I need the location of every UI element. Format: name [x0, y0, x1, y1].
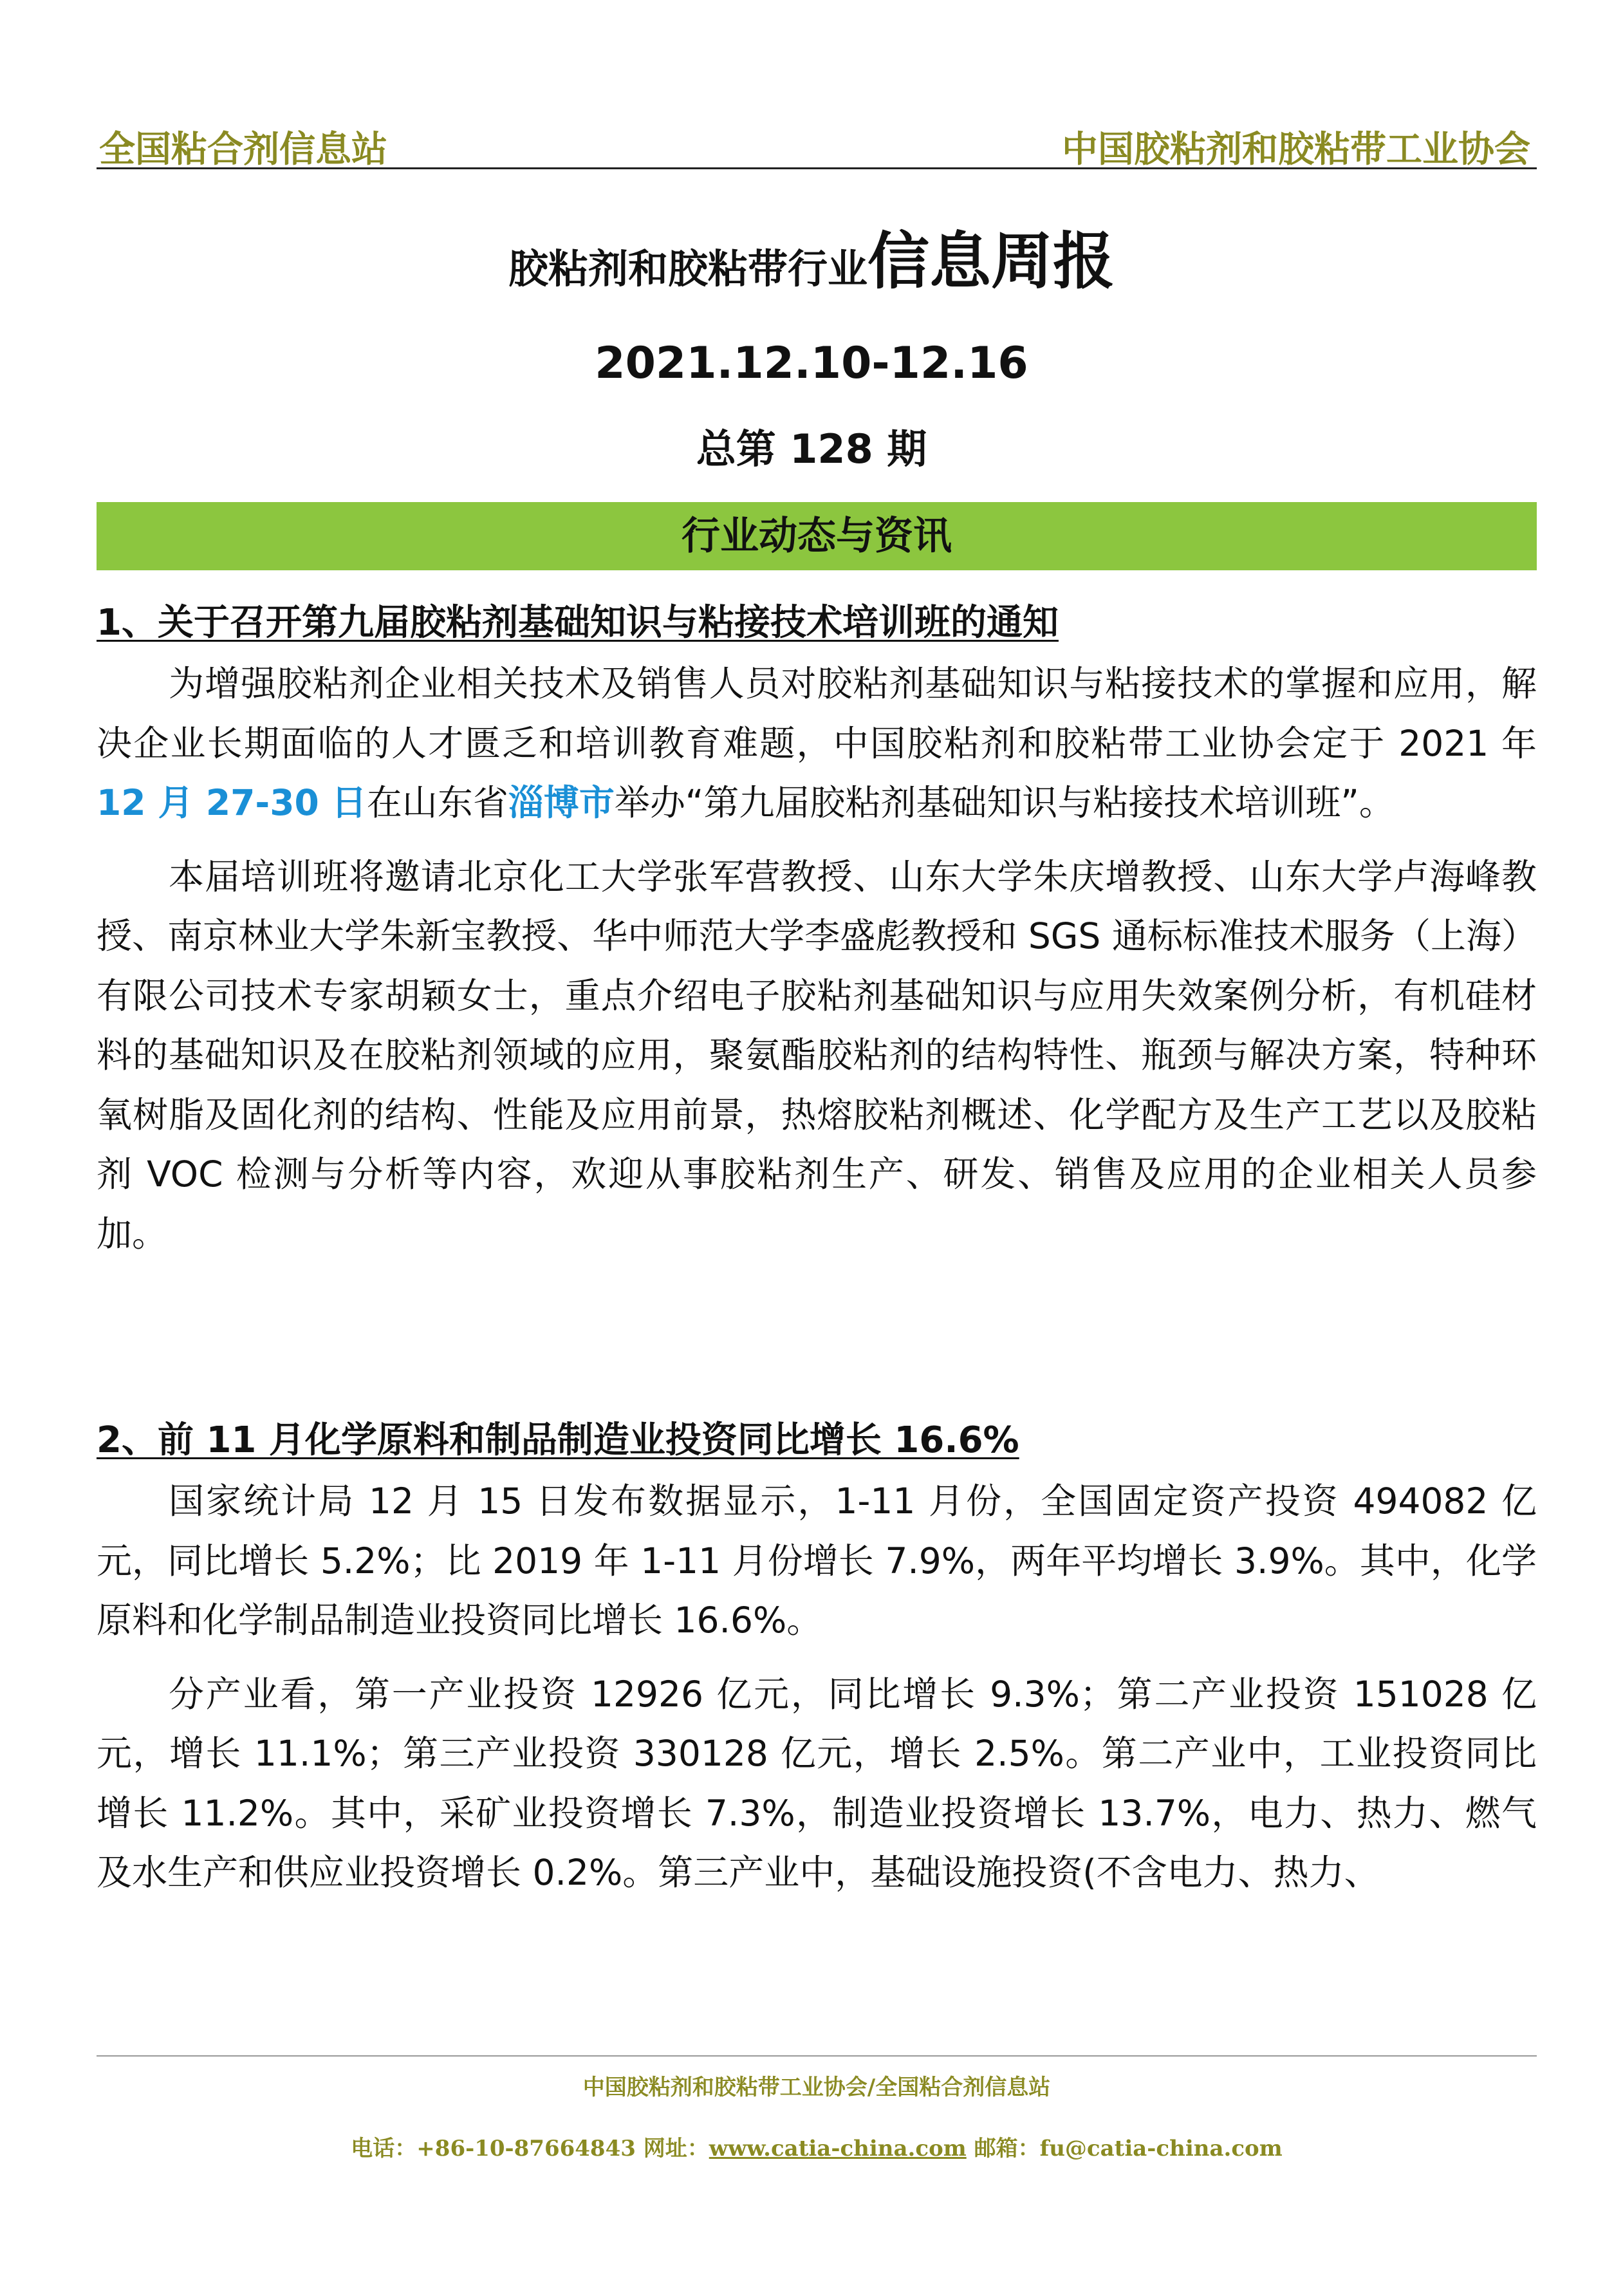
- article-1-paragraph-1: [97, 654, 1537, 833]
- article-1-paragraph-2: 本届培训班将邀请北京化工大学张军营教授、山东大学朱庆增教授、山东大学卢海峰教授、南京林业大学朱新宝教授、华中师范大学李盛彪教授和 SGS 通标标准技术服务（上海）有限公司技术专家胡颖女士，重点介绍电子胶粘剂基础知识与应用失效案例分析，有机硅材料的基础知识及在胶粘剂领域的应用，聚氨酯胶粘剂的结构特性、瓶颈与解决方案，特种环氧树脂及固化剂的结构、性能及应用前景，热熔胶粘剂概述、化学配方及生产工艺以及胶粘剂 VOC 检测与分析等内容，欢迎从事胶粘剂生产、研发、销售及应用的企业相关人员参加。: [97, 855, 1537, 1255]
- footer-phone: 电话：+86-10-87664843 网址：: [351, 2136, 709, 2161]
- article-2-heading[interactable]: 2、前 11 月化学原料和制品制造业投资同比增长 16.6%: [97, 1419, 1019, 1461]
- article-1: [97, 599, 1537, 1264]
- article-1-heading[interactable]: 1、关于召开第九届胶粘剂基础知识与粘接技术培训班的通知: [97, 602, 1059, 644]
- article-1-p1-text-c: 举办“第九届胶粘剂基础知识与粘接技术培训班”。: [614, 782, 1395, 823]
- article-2-paragraph-2: 分产业看，第一产业投资 12926 亿元，同比增长 9.3%；第二产业投资 151028 亿元，增长 11.1%；第三产业投资 330128 亿元，增长 2.5%。第二产业中，工业投资同比增长 11.2%。其中，采矿业投资增长 7.3%，制造业投资增长 13.7%，电力、热力、燃气及水生产和供应业投资增长 0.2%。第三产业中，基础设施投资(不含电力、热力、: [97, 1673, 1537, 1893]
- header-left-text: 全国粘合剂信息站: [99, 128, 387, 171]
- issue-number: 总第 128 期: [696, 425, 927, 472]
- page-header: [97, 109, 1537, 169]
- article-1-p1-text-a: 为增强胶粘剂企业相关技术及销售人员对胶粘剂基础知识与粘接技术的掌握和应用，解决企业长期面临的人才匮乏和培训教育难题，中国胶粘剂和胶粘带工业协会定于 2021 年: [97, 663, 1537, 764]
- title-main: 信息周报: [867, 225, 1115, 297]
- article-2-paragraph-1: 国家统计局 12 月 15 日发布数据显示，1-11 月份，全国固定资产投资 494082 亿元，同比增长 5.2%；比 2019 年 1-11 月份增长 7.9%，两年平均增长 3.9%。其中，化学原料和化学制品制造业投资同比增长 16.6%。: [97, 1480, 1537, 1641]
- article-2: [97, 1416, 1537, 1903]
- footer-website-link[interactable]: www.catia-china.com: [709, 2136, 967, 2161]
- date-range: 2021.12.10-12.16: [595, 338, 1028, 389]
- article-1-p1-text-b: 在山东省: [366, 782, 508, 823]
- document-title: [0, 212, 1623, 301]
- section-title-bar: 行业动态与资讯: [97, 502, 1537, 570]
- footer-contact: [97, 2131, 1537, 2162]
- title-prefix: 胶粘剂和胶粘带行业: [508, 245, 867, 292]
- header-right-text: 中国胶粘剂和胶粘带工业协会: [1062, 128, 1530, 171]
- footer-email[interactable]: 邮箱：fu@catia-china.com: [966, 2136, 1283, 2161]
- footer-organization: 中国胶粘剂和胶粘带工业协会/全国粘合剂信息站: [582, 2075, 1051, 2100]
- page-footer: [97, 2055, 1537, 2162]
- article-1-date-highlight: 12 月 27-30 日: [97, 782, 367, 823]
- article-1-city-highlight: 淄博市: [508, 782, 615, 823]
